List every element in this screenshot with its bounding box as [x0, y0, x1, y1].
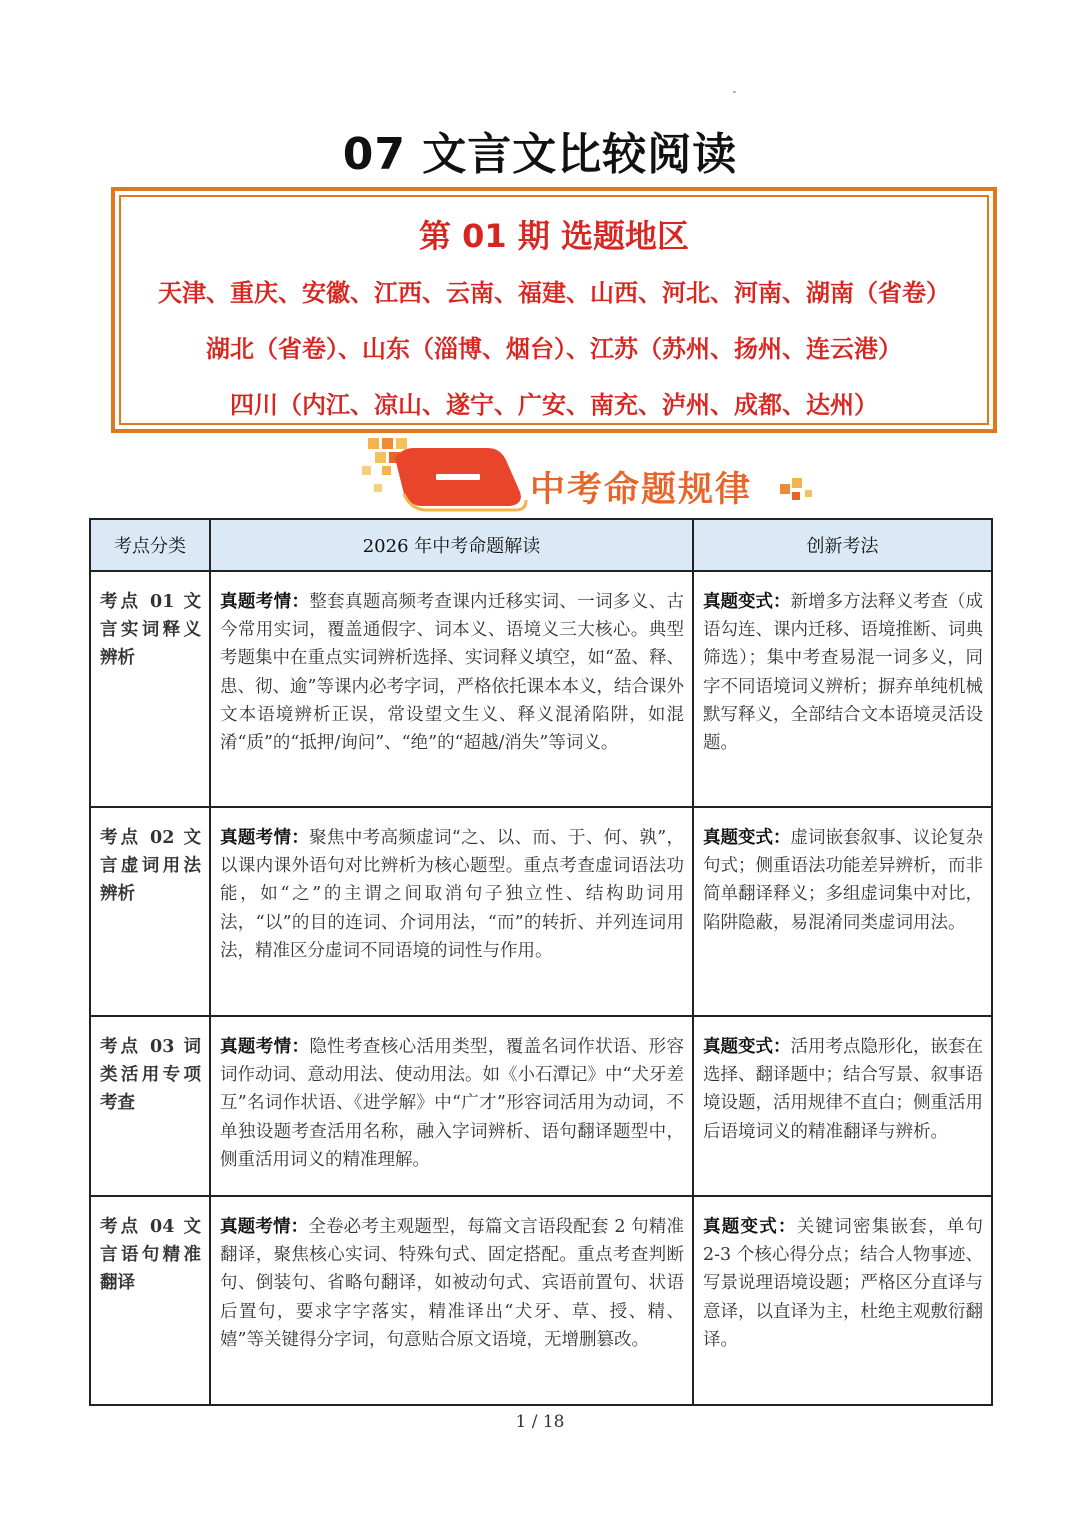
- innovation-text: 关键词密集嵌套，单句 2-3 个核心得分点；结合人物事迹、写景说理语境设题；严格区分直译与意译，以直译为主，杜绝主观敷衍翻译。: [703, 1217, 983, 1350]
- analysis-lead: 真题考情：: [220, 828, 310, 848]
- analysis-text: 全卷必考主观题型，每篇文言语段配套 2 句精准翻译，聚焦核心实词、特殊句式、固定搭配。重点考查判断句、倒装句、省略句翻译，如被动句式、宾语前置句、状语后置句，要求字字落实，精准译出“犬牙、草、授、精、嬉”等关键得分字词，句意贴合原文语境，无增删篡改。: [220, 1217, 685, 1350]
- region-line-2: 湖北（省卷）、山东（淄博、烟台）、江苏（苏州、扬州、连云港）: [206, 335, 902, 363]
- scan-speck: [733, 91, 736, 93]
- category-cell: 考点 03 词类活用专项考查: [90, 1016, 210, 1196]
- analysis-text: 隐性考查核心活用类型，覆盖名词作状语、形容词作动词、意动用法、使动用法。如《小石潭记》中“犬牙差互”名词作状语、《进学解》中“广才”形容词活用为动词，不单独设题考查活用名称，融入字词辨析、语句翻译题型中，侧重活用词义的精准理解。: [220, 1037, 685, 1170]
- region-line-3: 四川（内江、凉山、遂宁、广安、南充、泸州、成都、达州）: [230, 391, 878, 419]
- innovation-cell: [693, 571, 992, 807]
- header-innovation: 创新考法: [693, 519, 992, 571]
- innovation-lead: 真题变式：: [703, 592, 791, 612]
- header-analysis: 2026 年中考命题解读: [210, 519, 693, 571]
- header-category: 考点分类: [90, 519, 210, 571]
- exam-points-table: [89, 518, 993, 1406]
- innovation-cell: [693, 1016, 992, 1196]
- category-cell: 考点 04 文言语句精准翻译: [90, 1196, 210, 1405]
- innovation-lead: 真题变式：: [703, 1217, 797, 1237]
- analysis-lead: 真题考情：: [220, 592, 310, 612]
- analysis-cell: [210, 1016, 693, 1196]
- innovation-text: 虚词嵌套叙事、议论复杂句式；侧重语法功能差异辨析，而非简单翻译释义；多组虚词集中对比，陷阱隐蔽，易混淆同类虚词用法。: [703, 828, 983, 933]
- analysis-text: 整套真题高频考查课内迁移实词、一词多义、古今常用实词，覆盖通假字、词本义、语境义三大核心。典型考题集中在重点实词辨析选择、实词释义填空，如“盈、释、患、彻、逾”等课内必考字词，严格依托课本本义，结合课外文本语境辨析正误，常设望文生义、释义混淆陷阱，如混淆“质”的“抵押/询问”、“绝”的“超越/消失”等词义。: [220, 592, 685, 754]
- analysis-cell: [210, 1196, 693, 1405]
- region-box: [111, 187, 997, 433]
- table-row: [90, 1196, 992, 1405]
- analysis-lead: 真题考情：: [220, 1037, 310, 1057]
- innovation-cell: [693, 807, 992, 1016]
- table-header-row: [90, 519, 992, 571]
- region-heading: 第 01 期 选题地区: [419, 217, 689, 255]
- category-cell: 考点 02 文言虚词用法辨析: [90, 807, 210, 1016]
- category-cell: 考点 01 文言实词释义辨析: [90, 571, 210, 807]
- analysis-lead: 真题考情：: [220, 1217, 309, 1237]
- innovation-text: 新增多方法释义考查（成语勾连、课内迁移、语境推断、词典筛选）；集中考查易混一词多义，同字不同语境词义辨析；摒弃单纯机械默写释义，全部结合文本语境灵活设题。: [703, 592, 983, 754]
- table-row: [90, 1016, 992, 1196]
- analysis-cell: [210, 571, 693, 807]
- innovation-lead: 真题变式：: [703, 1037, 791, 1057]
- page-title: 07 文言文比较阅读: [342, 129, 738, 180]
- innovation-text: 活用考点隐形化，嵌套在选择、翻译题中；结合写景、叙事语境设题，活用规律不直白；侧重活用后语境词义的精准翻译与辨析。: [703, 1037, 983, 1142]
- analysis-text: 聚焦中考高频虚词“之、以、而、于、何、孰”，以课内课外语句对比辨析为核心题型。重点考查虚词语法功能，如“之”的主谓之间取消句子独立性、结构助词用法，“以”的目的连词、介词用法，“而”的转折、并列连词用法，精准区分虚词不同语境的词性与作用。: [220, 828, 684, 961]
- section-label: 中考命题规律: [530, 470, 753, 510]
- innovation-cell: [693, 1196, 992, 1405]
- section-banner: [360, 436, 830, 518]
- analysis-cell: [210, 807, 693, 1016]
- page-number: 1 / 18: [515, 1412, 565, 1432]
- region-line-1: 天津、重庆、安徽、江西、云南、福建、山西、河北、河南、湖南（省卷）: [158, 279, 950, 307]
- innovation-lead: 真题变式：: [703, 828, 791, 848]
- table-row: [90, 571, 992, 807]
- table-row: [90, 807, 992, 1016]
